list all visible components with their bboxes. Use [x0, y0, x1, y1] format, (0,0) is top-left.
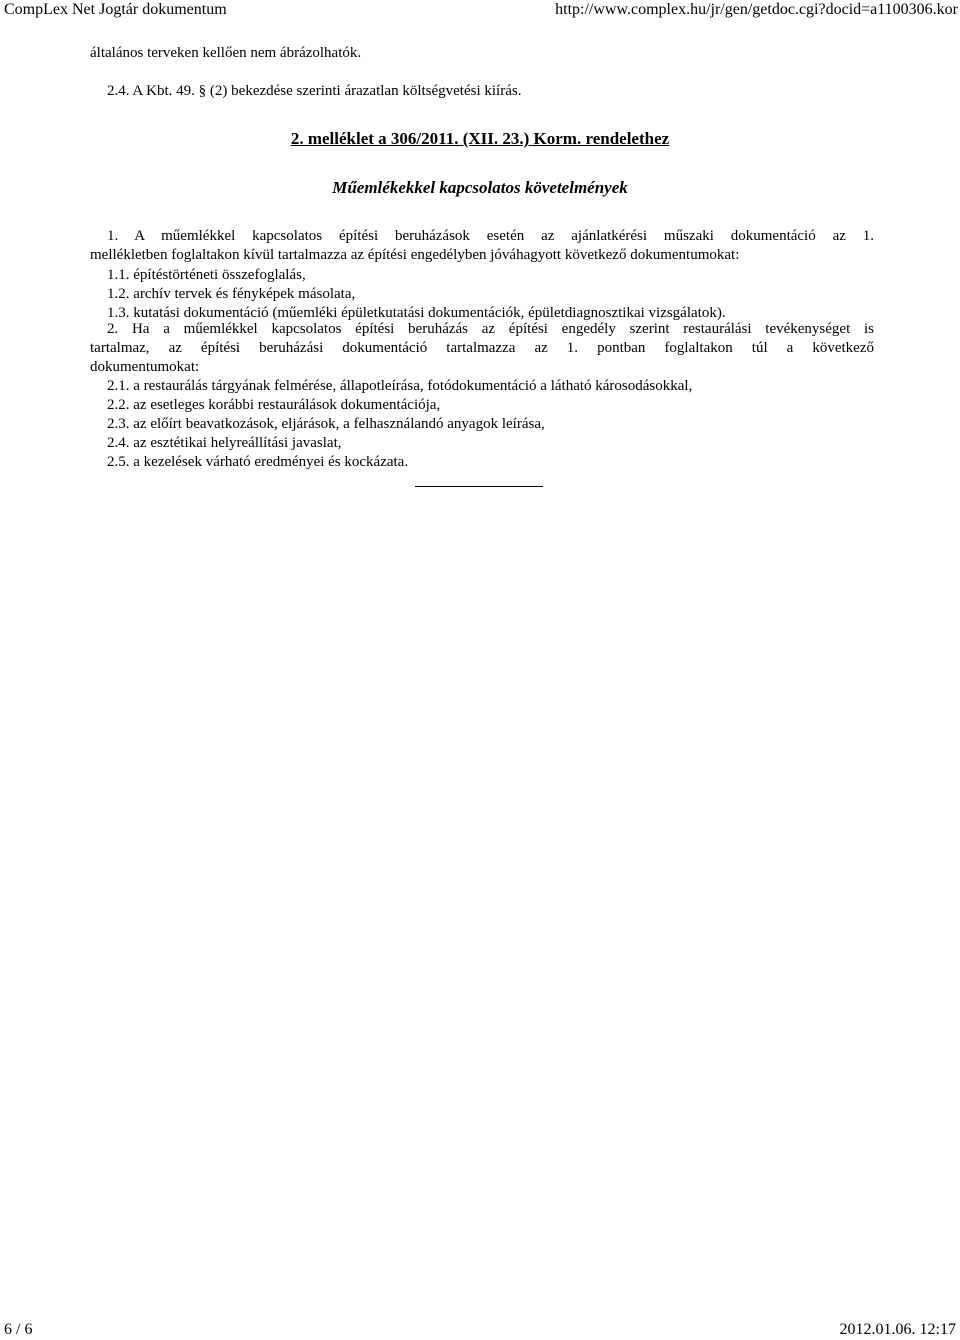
- list-item: 1.3. kutatási dokumentáció (műemléki épületkutatási dokumentációk, épületdiagnosztikai vizsgálatok).: [107, 305, 726, 321]
- annex-subtitle: Műemlékekkel kapcsolatos követelmények: [332, 178, 628, 197]
- list-item: 2.3. az előírt beavatkozások, eljárások, a felhasználandó anyagok leírása,: [107, 416, 545, 432]
- print-timestamp: 2012.01.06. 12:17: [839, 1321, 956, 1338]
- list-item: 2.2. az esetleges korábbi restaurálások dokumentációja,: [107, 397, 441, 413]
- header-source-url: http://www.complex.hu/jr/gen/getdoc.cgi?docid=a1100306.kor: [555, 1, 958, 18]
- paragraph-2-line-1: 2. Ha a műemlékkel kapcsolatos építési beruházás az építési engedély szerint restaurálási tevékenységet is: [107, 321, 874, 337]
- list-item: 1.1. építéstörténeti összefoglalás,: [107, 267, 306, 283]
- annex-title: 2. melléklet a 306/2011. (XII. 23.) Korm. rendelethez: [290, 129, 670, 148]
- list-item: 2.4. az esztétikai helyreállítási javaslat,: [107, 435, 342, 451]
- list-item: 1.2. archív tervek és fényképek másolata,: [107, 286, 356, 302]
- list-item: 2.1. a restaurálás tárgyának felmérése, állapotleírása, fotódokumentáció a látható károsodásokkal,: [107, 378, 693, 394]
- paragraph-2-line-3: dokumentumokat:: [90, 359, 200, 375]
- paragraph-2-line-2: tartalmaz, az építési beruházási dokumentáció tartalmazza az 1. pontban foglaltakon túl a következő: [90, 340, 874, 356]
- end-divider: [415, 486, 543, 487]
- header-document-title: CompLex Net Jogtár dokumentum: [4, 1, 227, 18]
- text-line: általános terveken kellően nem ábrázolhatók.: [90, 45, 362, 61]
- list-item: 2.4. A Kbt. 49. § (2) bekezdése szerinti árazatlan költségvetési kiírás.: [107, 83, 522, 99]
- page-number: 6 / 6: [4, 1321, 33, 1338]
- paragraph-1-line-2: mellékletben foglaltakon kívül tartalmazza az építési engedélyben jóváhagyott következő dokumentumokat:: [90, 247, 740, 263]
- list-item: 2.5. a kezelések várható eredményei és kockázata.: [107, 454, 409, 470]
- paragraph-1-line-1: 1. A műemlékkel kapcsolatos építési beruházások esetén az ajánlatkérési műszaki dokumentáció az 1.: [107, 228, 874, 244]
